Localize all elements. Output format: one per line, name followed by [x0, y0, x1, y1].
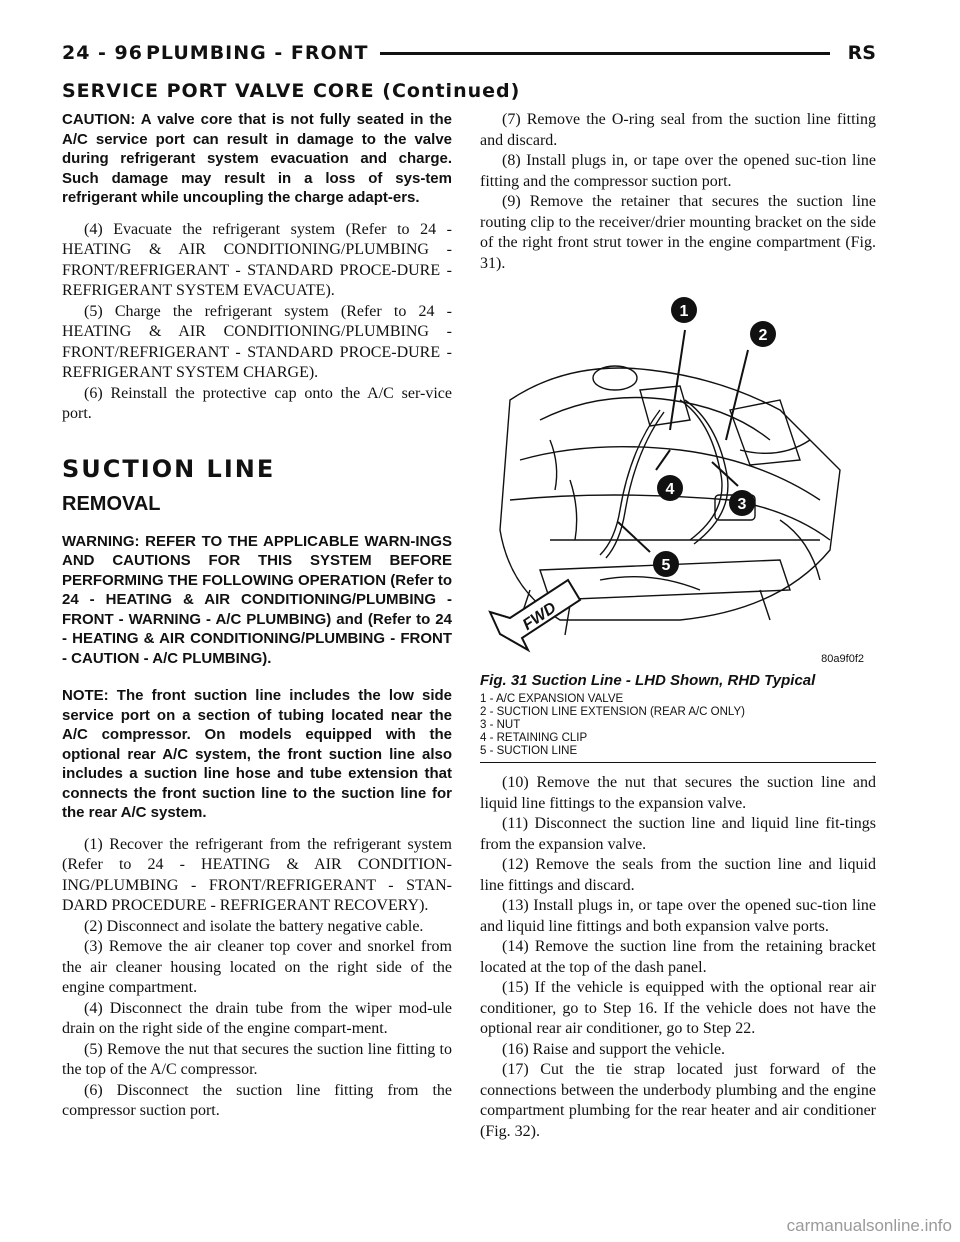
callout-label: 4: [665, 481, 675, 498]
legend-item: 3 - NUT: [480, 719, 521, 731]
legend-divider: [480, 762, 876, 763]
step-text: (9) Remove the retainer that secures the suction line routing clip to the receiver/drier mounting bracket on the side of the right front strut tower in the engine compartment (Fig. 31).: [480, 193, 876, 272]
leader-lines: [618, 330, 748, 552]
step-text: (14) Remove the suction line from the retaining bracket located at the top of the dash panel.: [480, 938, 876, 976]
step-text: (4) Evacuate the refrigerant system (Refer to 24 - HEATING & AIR CONDITIONING/PLUMBING - FRONT/REFRIGERANT - STANDARD PROCE-DURE - REFRIGERANT SYSTEM EVACUATE).: [62, 220, 452, 299]
step-text: (12) Remove the seals from the suction line and liquid line fittings and discard.: [480, 856, 876, 894]
step-text: (4) Disconnect the drain tube from the wiper mod-ule drain on the right side of the engine compart-ment.: [62, 999, 452, 1037]
step-text: (15) If the vehicle is equipped with the optional rear air conditioner, go to Step 16. If the vehicle does not have the optional rear air conditioner, go to Step 22.: [480, 979, 876, 1037]
callout-label: 5: [661, 557, 671, 574]
step-text: (7) Remove the O-ring seal from the suction line fitting and discard.: [480, 111, 876, 149]
fwd-arrow-icon: [490, 580, 580, 650]
caution-text: CAUTION: A valve core that is not fully seated in the A/C service port can result in damage to the valve during refrigerant system evacuation and charge. Such damage may result in a loss of sys-tem refrigerant while uncoupling the charge adapt-ers.: [62, 111, 452, 206]
watermark: carmanualsonline.info: [786, 1216, 952, 1235]
step-text: (6) Reinstall the protective cap onto the A/C ser-vice port.: [62, 384, 452, 422]
step-text: (13) Install plugs in, or tape over the opened suc-tion line and liquid line fittings and both expansion valve ports.: [480, 897, 876, 935]
callout-3: [729, 490, 755, 516]
callout-5: [653, 551, 679, 577]
step-text: (16) Raise and support the vehicle.: [502, 1040, 726, 1058]
callout-2: [750, 321, 776, 347]
step-text: (11) Disconnect the suction line and liquid line fit-tings from the expansion valve.: [480, 815, 876, 853]
legend-item: 4 - RETAINING CLIP: [480, 732, 588, 744]
step-text: (3) Remove the air cleaner top cover and snorkel from the air cleaner housing located on the right side of the engine compartment.: [62, 938, 452, 996]
right-column: [480, 110, 876, 1142]
warning-text: WARNING: REFER TO THE APPLICABLE WARN-INGS AND CAUTIONS FOR THIS SYSTEM BEFORE PERFORMING THE FOLLOWING OPERATION (Refer to 24 - HEATING & AIR CONDITIONING/PLUMBING - FRONT - WARNING - A/C PLUMBING) and (Refer to 24 - HEATING & AIR CONDITIONING/PLUMBING - FRONT - CAUTION - A/C PLUMBING).: [62, 532, 452, 667]
step-text: (17) Cut the tie strap located just forward of the connections between the underbody plumbing and the engine compartment plumbing for the rear heater and air conditioner (Fig. 32).: [480, 1061, 876, 1140]
step-text: (5) Charge the refrigerant system (Refer to 24 - HEATING & AIR CONDITIONING/PLUMBING - FRONT/REFRIGERANT - STANDARD PROCE-DURE - REFRIGERANT SYSTEM CHARGE).: [62, 302, 452, 381]
step-text: (6) Disconnect the suction line fitting from the compressor suction port.: [62, 1081, 452, 1119]
legend-item: 1 - A/C EXPANSION VALVE: [480, 693, 624, 705]
page-number: 24 - 96: [62, 42, 143, 64]
continued-title: SERVICE PORT VALVE CORE (Continued): [62, 80, 521, 102]
callout-label: 2: [758, 327, 768, 344]
callout-4: [657, 475, 683, 501]
note-text: NOTE: The front suction line includes the low side service port on a section of tubing located near the A/C compressor. On models equipped with the optional rear A/C system, the front suction line also includes a suction line hose and tube extension that connects the front suction line to the suction line for the rear A/C system.: [62, 687, 452, 821]
callout-1: [671, 297, 697, 323]
page-header: [62, 42, 876, 72]
legend-item: 2 - SUCTION LINE EXTENSION (REAR A/C ONLY): [480, 706, 745, 718]
callout-label: 3: [737, 496, 747, 513]
left-column: [62, 110, 452, 1122]
callout-label: 1: [679, 303, 689, 320]
subheading: REMOVAL: [62, 492, 161, 515]
section-heading: SUCTION LINE: [62, 454, 276, 483]
step-text: (1) Recover the refrigerant from the refrigerant system (Refer to 24 - HEATING & AIR CONDITION-ING/PLUMBING - FRONT/REFRIGERANT - STAN-DARD PROCEDURE - REFRIGERANT RECOVERY).: [62, 835, 452, 914]
header-rule: [380, 52, 830, 55]
engine-compartment-illustration: [480, 290, 870, 668]
step-text: (10) Remove the nut that secures the suction line and liquid line fittings to the expansion valve.: [480, 774, 876, 812]
step-text: (8) Install plugs in, or tape over the opened suc-tion line fitting and the compressor suction port.: [480, 152, 876, 190]
step-text: (5) Remove the nut that secures the suction line fitting to the top of the A/C compressor.: [62, 1040, 452, 1078]
image-code: 80a9f0f2: [821, 653, 864, 665]
fwd-label: FWD: [519, 599, 560, 634]
step-text: (2) Disconnect and isolate the battery negative cable.: [84, 917, 424, 935]
legend-item: 5 - SUCTION LINE: [480, 745, 578, 757]
figure-caption: Fig. 31 Suction Line - LHD Shown, RHD Typical: [480, 672, 816, 689]
brand-code: RS: [847, 42, 876, 64]
section-title: PLUMBING - FRONT: [146, 42, 369, 64]
figure-31: [480, 290, 870, 668]
